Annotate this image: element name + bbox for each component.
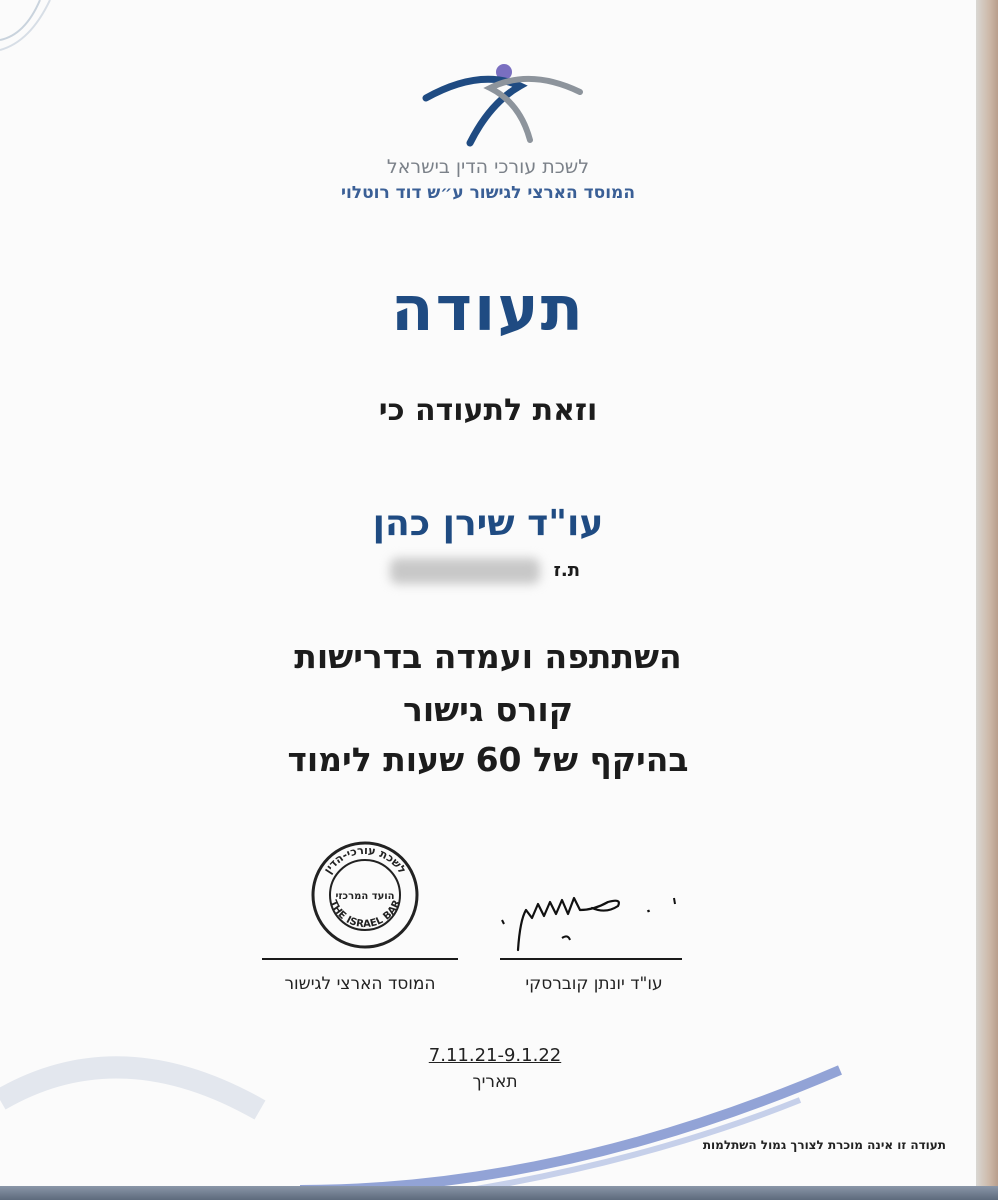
date-value: 7.11.21-9.1.22 — [428, 1045, 562, 1066]
body-line-3: בהיקף של 60 שעות לימוד — [287, 740, 689, 779]
frame-edge-right — [976, 0, 998, 1200]
recipient-name: עו"ד שירן כהן — [372, 503, 604, 544]
signatory-name-label: עו"ד יונתן קוברסקי — [525, 974, 663, 994]
footer-disclaimer: תעודה זו אינה מוכרת לצורך גמול השתלמות — [702, 1138, 946, 1152]
seal-text-middle: הועד המרכזי — [335, 891, 395, 902]
seal-text-bottom: THE ISRAEL BAR — [327, 898, 403, 931]
signature-line-right — [500, 958, 682, 960]
signature-line-left — [262, 958, 458, 960]
certificate-title: תעודה — [391, 272, 585, 345]
id-label: ת.ז — [553, 560, 580, 581]
signatory-institute-label: המוסד הארצי לגישור — [284, 974, 436, 994]
institute-name: המוסד הארצי לגישור ע״ש דוד רוטלוי — [340, 183, 636, 203]
id-number-redacted — [390, 558, 540, 584]
organization-name: לשכת עורכי הדין בישראל — [386, 156, 590, 178]
israel-bar-seal-stamp — [310, 840, 420, 950]
intro-text: וזאת לתעודה כי — [378, 393, 598, 428]
frame-edge-bottom — [0, 1186, 998, 1200]
handwritten-signature — [498, 880, 698, 955]
date-label: תאריך — [472, 1072, 518, 1092]
decorative-swoosh — [0, 1040, 976, 1186]
svg-text:THE ISRAEL BAR — [327, 898, 403, 930]
bar-association-logo — [420, 58, 590, 148]
body-line-2: קורס גישור — [402, 690, 574, 729]
id-row — [380, 556, 580, 586]
body-line-1: השתתפה ועמדה בדרישות — [294, 637, 682, 676]
corner-decoration — [0, 0, 60, 60]
seal-text-top: לשכת עורכי-הדין — [321, 843, 409, 877]
